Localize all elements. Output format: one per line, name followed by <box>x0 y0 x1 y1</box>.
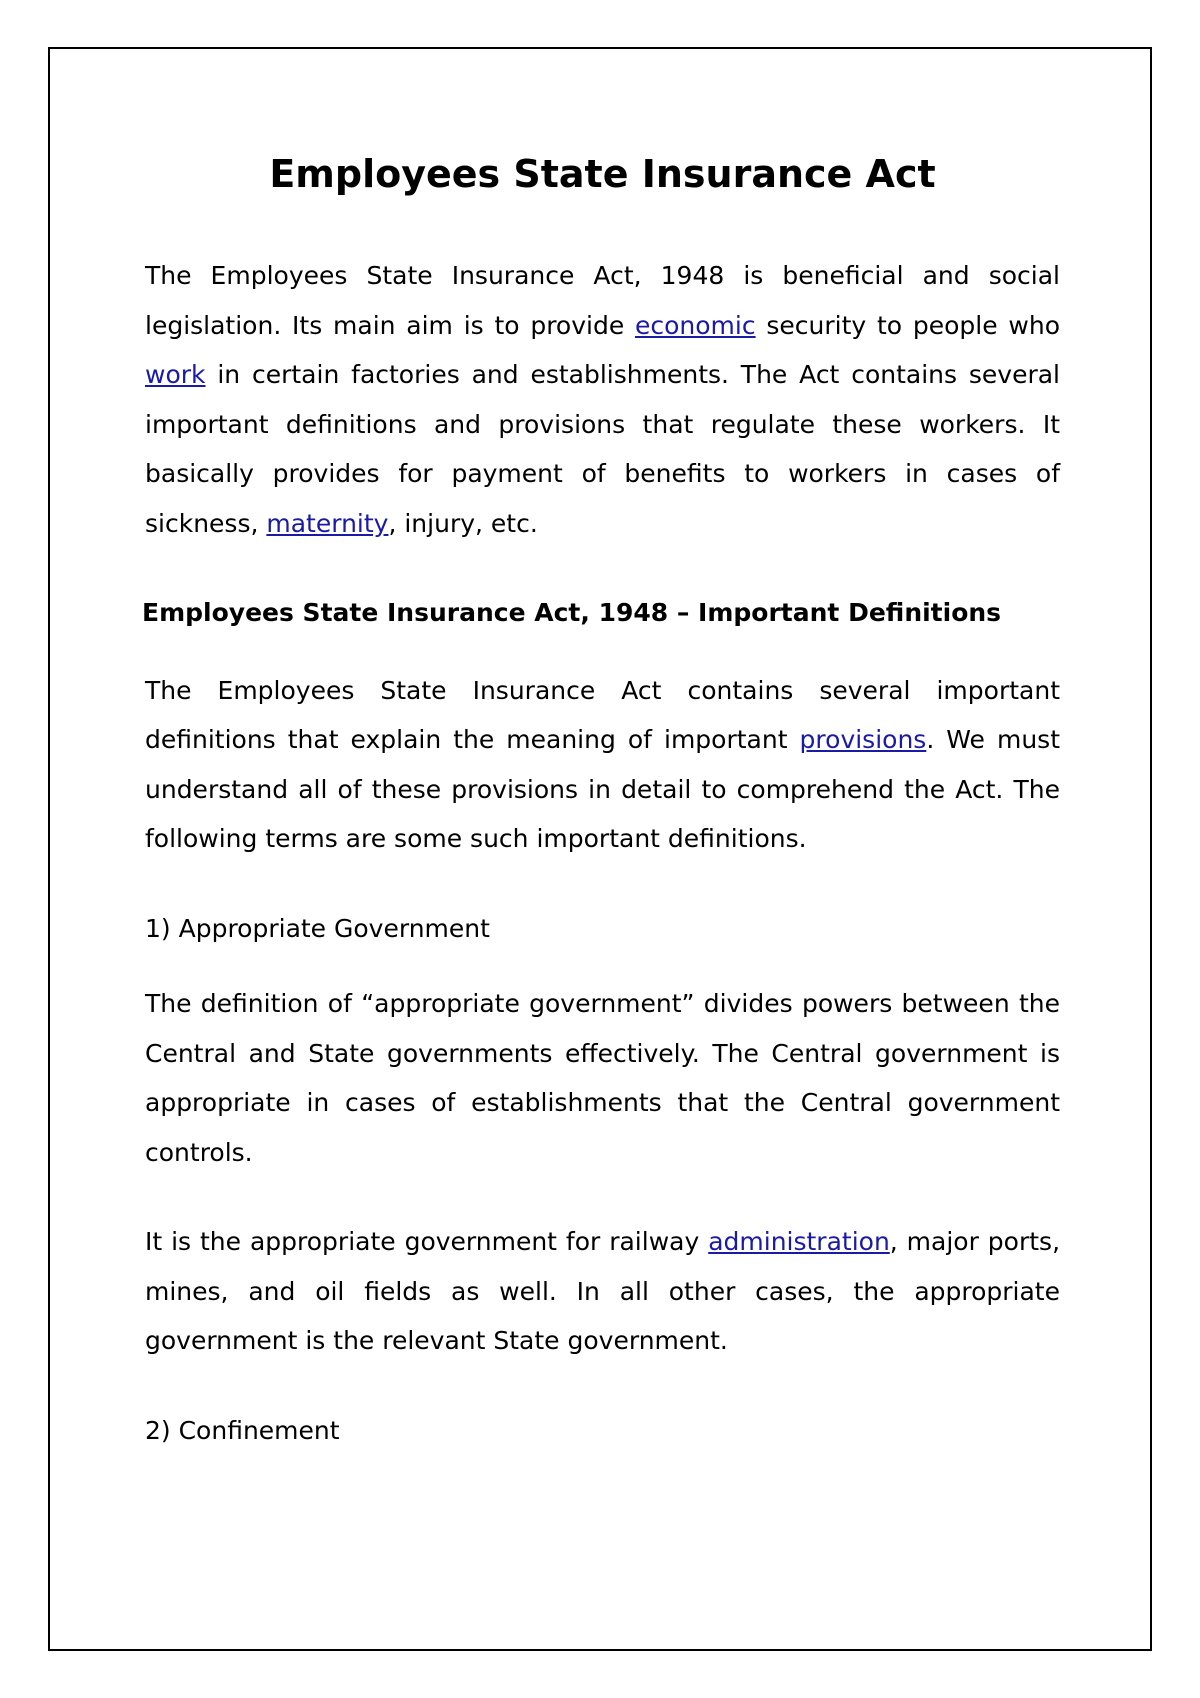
definition-1-text-1: It is the appropriate government for railway <box>145 1227 709 1257</box>
definition-1-paragraph-2 <box>145 1217 1060 1366</box>
definition-1-text-2: , major ports, mines, and oil fields as well. In all other cases, the appropriate government is the relevant State government. <box>145 1227 1061 1356</box>
intro-text-3: in certain factories and establishments. The Act contains several important definitions and provisions that regulate these workers. It basically provides for payment of benefits to workers in cases of sickness, <box>145 360 1060 538</box>
definition-2-heading: 2) Confinement <box>145 1415 340 1445</box>
section-heading: Employees State Insurance Act, 1948 – Important Definitions <box>142 598 1002 628</box>
provisions-link[interactable]: provisions <box>799 725 927 755</box>
definition-1-paragraph-1: The definition of “appropriate government” divides powers between the Central and State governments effectively. The Central government is appropriate in cases of establishments that the Central government controls. <box>145 989 1060 1167</box>
intro-text-1: The Employees State Insurance Act, 1948 is beneficial and social legislation. Its main aim is to provide <box>145 261 1060 340</box>
administration-link[interactable]: administration <box>708 1227 890 1257</box>
economic-link[interactable]: economic <box>635 310 756 340</box>
work-link[interactable]: work <box>145 360 206 390</box>
document-title: Employees State Insurance Act <box>269 152 936 196</box>
intro-text-2: security to people who <box>755 310 1060 340</box>
document-body <box>142 150 1061 1481</box>
intro-text-4: , injury, etc. <box>388 508 538 538</box>
maternity-link[interactable]: maternity <box>266 508 389 538</box>
definitions-intro-paragraph <box>145 666 1060 864</box>
definitions-intro-text-2: . We must understand all of these provisions in detail to comprehend the Act. The following terms are some such important definitions. <box>145 725 1060 854</box>
intro-paragraph <box>145 251 1060 548</box>
definition-1-heading: 1) Appropriate Government <box>145 913 490 943</box>
definitions-intro-text-1: The Employees State Insurance Act contains several important definitions that explain the meaning of important <box>145 675 1060 755</box>
